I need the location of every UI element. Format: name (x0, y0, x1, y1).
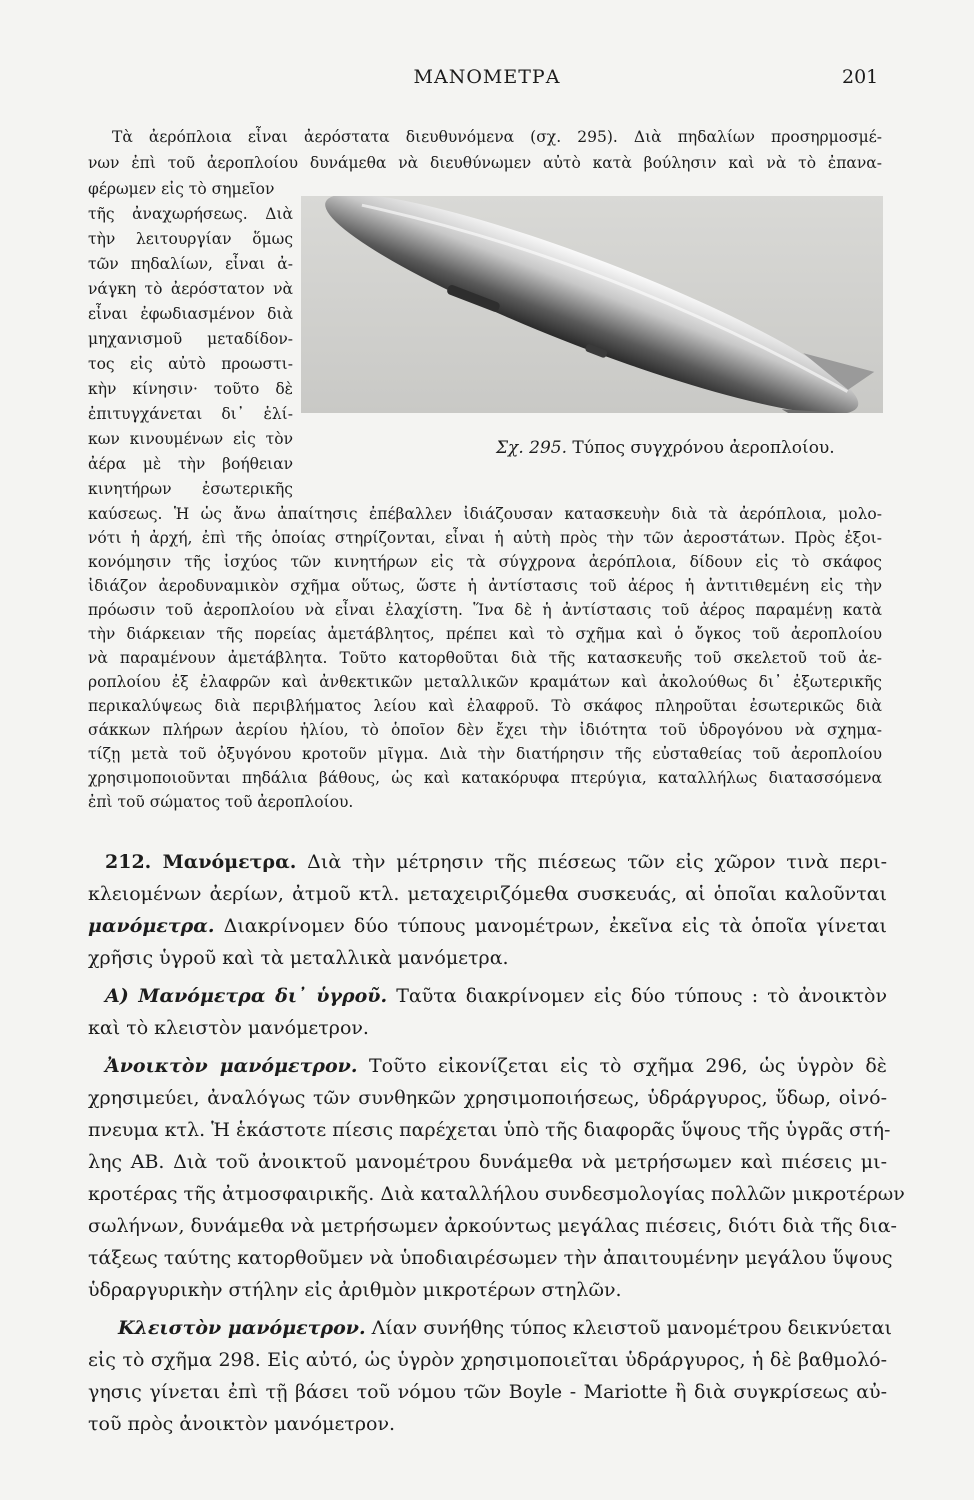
text-line: χρησιμοποιοῦνται πηδάλια βάθους, ὡς καὶ κατακόρυφα πτερύγια, καταλλήλως διατασσόμενα (88, 769, 882, 787)
text-line: μηχανισμοῦ μεταδίδον- (88, 330, 293, 348)
text-line: περικαλύψεως διὰ περιβλήματος λείου καὶ ἐλαφροῦ. Τὸ σκάφος πληροῦται ἐσωτερικῶς διὰ (88, 697, 882, 715)
text-line: τὴν διάρκειαν τῆς πορείας ἀμετάβλητος, πρέπει καὶ τὸ σχῆμα καὶ ὁ ὄγκος τοῦ ἀεροπλοίου (88, 625, 882, 643)
section-heading-line (105, 848, 887, 876)
figure-label: Σχ. 295. (496, 438, 567, 458)
text-line: τίζῃ μετὰ τοῦ ὀξυγόνου κροτοῦν μῖγμα. Διὰ τὴν διατήρησιν τῆς εὐσταθείας τοῦ ἀεροπλοίου (88, 745, 882, 763)
text-line: κὴν κίνησιν· τοῦτο δὲ (88, 380, 293, 398)
text-line: πρόωσιν τοῦ ἀεροπλοίου νὰ εἶναι ἐλαχίστη. Ἵνα δὲ ἡ ἀντίστασις τοῦ ἀέρος παραμένῃ κατὰ (88, 601, 882, 619)
text-line: εἰς τὸ σχῆμα 298. Εἰς αὐτό, ὡς ὑγρὸν χρησιμοποιεῖται ὑδράργυρος, ἡ δὲ βαθμολό- (88, 1349, 887, 1371)
text-line: τῆς ἀναχωρήσεως. Διὰ (88, 205, 293, 223)
section-title: 212. Μανόμετρα. (105, 851, 297, 873)
text-line: ἐπιτυγχάνεται δι᾿ ἑλί- (88, 405, 293, 423)
text-line: χρῆσις ὑγροῦ καὶ τὰ μεταλλικὰ μανόμετρα. (88, 947, 509, 969)
airship-figure (301, 196, 883, 413)
open-manometer-line (105, 1052, 887, 1080)
section-line-rest: Διὰ τὴν μέτρησιν τῆς πιέσεως τῶν εἰς χῶρον τινὰ περι- (307, 851, 887, 873)
text-line: Τὰ ἀερόπλοια εἶναι ἀερόστατα διευθυνόμενα (σχ. 295). Διὰ πηδαλίων προσηρμοσμέ- (112, 128, 882, 146)
text-line: καὶ τὸ κλειστὸν μανόμετρον. (88, 1017, 369, 1039)
text-line: κλειομένων ἀερίων, ἀτμοῦ κτλ. μεταχειριζόμεθα συσκευάς, αἱ ὁποῖαι καλοῦνται (88, 883, 887, 905)
text-line: χρησιμεύει, ἀναλόγως τῶν συνθηκῶν χρησιμοποιήσεως, ὑδράργυρος, ὕδωρ, οἰνό- (88, 1087, 887, 1109)
subsection-a-line (105, 982, 887, 1010)
text-line: ἀέρα μὲ τὴν βοήθειαν (88, 455, 293, 473)
text-line: κονόμησιν τῆς ἰσχύος τῶν κινητήρων εἰς τὰ σύγχρονα ἀερόπλοια, δίδουν εἰς τὸ σκάφος (88, 553, 882, 571)
text-line: τῶν πηδαλίων, εἶναι ἀ- (88, 255, 293, 273)
figure-caption (496, 438, 835, 458)
section-line-rest: Διακρίνομεν δύο τύπους μανομέτρων, ἐκεῖνα εἰς τὰ ὁποῖα γίνεται (223, 915, 887, 937)
subsection-a-rest: Ταῦτα διακρίνομεν εἰς δύο τύπους : τὸ ἀνοικτὸν (396, 985, 887, 1007)
text-line: νων ἐπὶ τοῦ ἀεροπλοίου δυνάμεθα νὰ διευθύνωμεν αὐτὸ κατὰ βούλησιν καὶ νὰ τὸ ἐπανα- (88, 154, 882, 172)
text-line: γησις γίνεται ἐπὶ τῇ βάσει τοῦ νόμου τῶν Boyle - Mariotte ἢ διὰ συγκρίσεως αὐ- (88, 1381, 887, 1403)
text-line: λης ΑΒ. Διὰ τοῦ ἀνοικτοῦ μανομέτρου δυνάμεθα νὰ μετρήσωμεν καὶ πιέσεις μι- (88, 1151, 887, 1173)
text-line: ὑδραργυρικὴν στήλην εἰς ἀριθμὸν μικροτέρων στηλῶν. (88, 1279, 622, 1301)
term-manometra: μανόμετρα. (88, 915, 215, 937)
text-line: κινητήρων ἐσωτερικῆς (88, 480, 293, 498)
text-line: νὰ παραμένουν ἀμετάβλητα. Τοῦτο κατορθοῦται διὰ τῆς κατασκευῆς τοῦ σκελετοῦ τοῦ ἀε- (88, 649, 882, 667)
open-manometer-rest: Τοῦτο εἰκονίζεται εἰς τὸ σχῆμα 296, ὡς ὑγρὸν δὲ (368, 1055, 887, 1077)
airship-illustration (301, 196, 883, 413)
text-line: ἰδιάζον ἀεροδυναμικὸν σχῆμα οὕτως, ὥστε ἡ ἀντίστασις τοῦ ἀέρος ἡ ἀντιτιθεμένη εἰς τὴν (88, 577, 882, 595)
closed-manometer-line (118, 1314, 892, 1342)
text-line: τοῦ πρὸς ἀνοικτὸν μανόμετρον. (88, 1413, 396, 1435)
text-line (88, 912, 887, 940)
page-number: 201 (842, 66, 879, 88)
open-manometer-heading: Ἀνοικτὸν μανόμετρον. (105, 1055, 358, 1077)
text-line: νότι ἡ ἀρχή, ἐπὶ τῆς ὁποίας στηρίζονται, εἶναι ἡ αὐτὴ πρὸς τὴν τῶν ἀεροστάτων. Πρὸς ἐξοι- (88, 529, 882, 547)
subsection-a-heading: Α) Μανόμετρα δι᾿ ὑγροῦ. (105, 985, 388, 1007)
text-line: καύσεως. Ἡ ὡς ἄνω ἀπαίτησις ἐπέβαλλεν ἰδιάζουσαν κατασκευὴν διὰ τὰ ἀερόπλοια, μολο- (88, 505, 882, 523)
running-header-title: ΜΑΝΟΜΕΤΡΑ (413, 66, 561, 88)
text-line: κων κινουμένων εἰς τὸν (88, 430, 293, 448)
closed-manometer-rest: Λίαν συνήθης τύπος κλειστοῦ μανομέτρου δεικνύεται (371, 1317, 892, 1339)
text-line: νάγκη τὸ ἀερόστατον νὰ (88, 280, 293, 298)
text-line: πνευμα κτλ. Ἡ ἑκάστοτε πίεσις παρέχεται ὑπὸ τῆς διαφορᾶς ὕψους τῆς ὑγρᾶς στή- (88, 1119, 891, 1141)
text-line: σωλήνων, δυνάμεθα νὰ μετρήσωμεν ἀρκούντως μεγάλας πιέσεις, διότι διὰ τῆς δια- (88, 1215, 897, 1237)
text-line: ἐπὶ τοῦ σώματος τοῦ ἀεροπλοίου. (88, 793, 354, 811)
text-line: τος εἰς αὐτὸ προωστι- (88, 355, 293, 373)
text-line: εἶναι ἐφωδιασμένον διὰ (88, 305, 293, 323)
text-line: τὴν λειτουργίαν ὅμως (88, 230, 293, 248)
text-line: σάκκων πλήρων ἀερίου ἡλίου, τὸ ὁποῖον δὲν ἔχει τὴν ἰδιότητα τοῦ ὑδρογόνου νὰ σχημα- (88, 721, 882, 739)
closed-manometer-heading: Κλειστὸν μανόμετρον. (118, 1317, 366, 1339)
text-line: ροπλοίου ἐξ ἐλαφρῶν καὶ ἀνθεκτικῶν μεταλλικῶν κραμάτων καὶ ἀκολούθως δι᾿ ἐξωτερικῆς (88, 673, 882, 691)
text-line: κροτέρας τῆς ἀτμοσφαιρικῆς. Διὰ καταλλήλου συνδεσμολογίας πολλῶν μικροτέρων (88, 1183, 905, 1205)
text-line: τάξεως ταύτης κατορθοῦμεν νὰ ὑποδιαιρέσωμεν τὴν ἀπαιτουμένην μεγάλου ὕψους (88, 1247, 893, 1269)
text-line: φέρωμεν εἰς τὸ σημεῖον (88, 180, 275, 198)
figure-caption-text: Τύπος συγχρόνου ἀεροπλοίου. (572, 438, 835, 458)
